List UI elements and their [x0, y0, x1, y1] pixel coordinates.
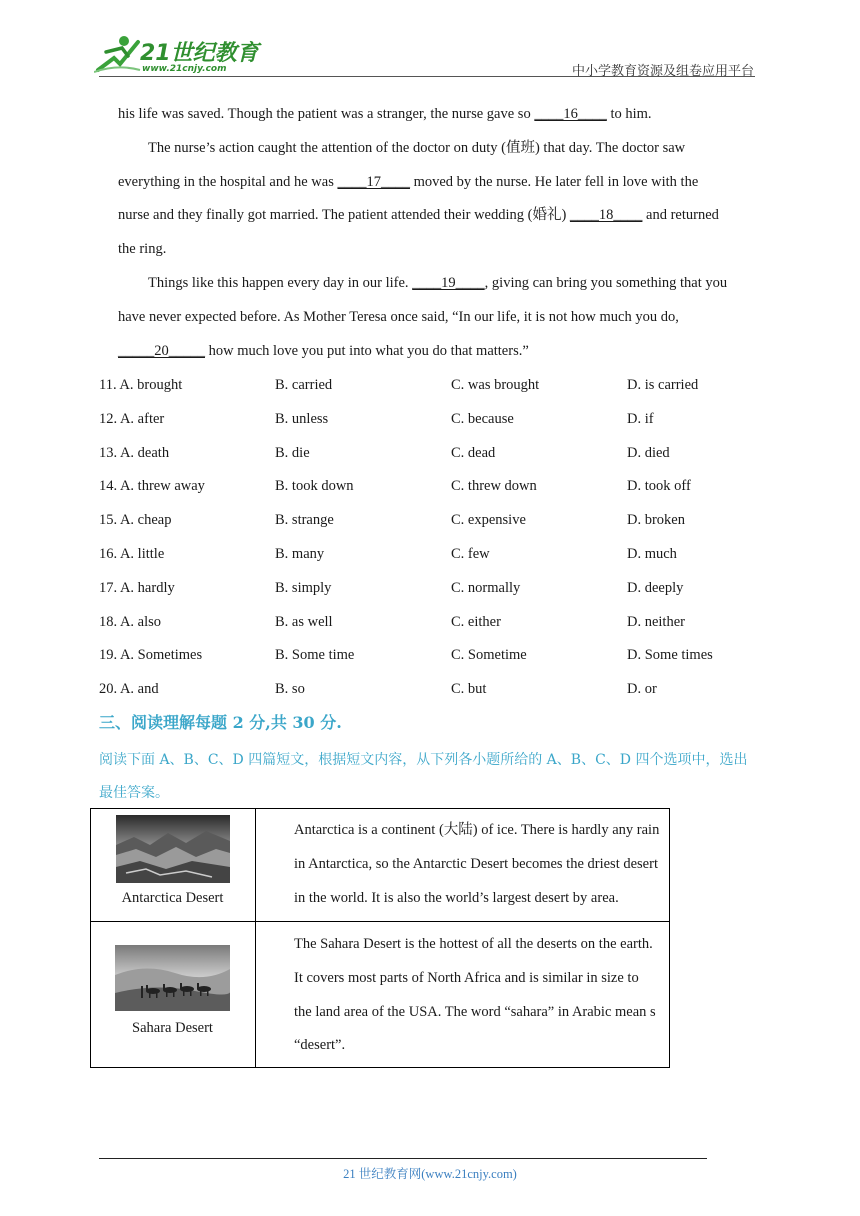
question-number: 16. [99, 545, 118, 562]
option-a [99, 572, 175, 606]
option-c: C. threw down [451, 478, 537, 495]
passage-line: The nurse’s action caught the attention of the doctor on duty (值班) that day. The doctor saw [148, 139, 686, 156]
section-description: 阅读下面 A、B、C、D 四篇短文，根据短文内容，从下列各小题所给的 A、B、C、D 四个选项中，选出最佳答案。 [99, 752, 748, 801]
option-a-text: A. brought [119, 377, 183, 393]
option-d: D. if [627, 410, 654, 427]
text-segment: moved by the nurse. He later fell in love with the [409, 173, 699, 190]
option-d: D. broken [627, 512, 685, 529]
table-border-right [669, 808, 670, 1068]
question-row [99, 572, 759, 606]
question-row [99, 369, 759, 403]
antarctica-photo [116, 815, 230, 883]
option-a [99, 437, 169, 471]
option-c: C. either [451, 613, 501, 630]
cloze-passage [118, 98, 758, 368]
question-number: 14. [99, 478, 118, 495]
text-segment: how much love you put into what you do that matters.” [205, 342, 529, 359]
blank-16: ____16____ [534, 106, 607, 122]
option-b: B. die [275, 444, 310, 461]
antarctica-image-icon [116, 815, 230, 883]
platform-label: 中小学教育资源及组卷应用平台 [571, 64, 754, 79]
passage-line: the ring. [118, 241, 167, 258]
option-d: D. neither [627, 613, 685, 630]
text-segment: to him. [606, 106, 652, 122]
sahara-paragraph: The Sahara Desert is the hottest of all the deserts on the earth. It covers most parts of North Africa and is similar in size to the land area of the USA. The word “sahara” in Arabic mean s “desert”. [294, 936, 656, 1054]
question-row [99, 470, 759, 504]
question-number: 17. [99, 579, 118, 596]
site-logo [94, 34, 264, 78]
question-number: 11. [99, 377, 117, 393]
option-b: B. strange [275, 512, 334, 529]
option-c: C. because [451, 410, 514, 427]
blank-19: ____19____ [412, 274, 485, 291]
question-row [99, 639, 759, 673]
antarctica-paragraph: Antarctica is a continent (大陆) of ice. There is hardly any rain in Antarctica, so the Antarctic Desert becomes the driest desert in the world. It is also the world’s largest desert by area. [294, 822, 660, 906]
table-column-divider [255, 808, 256, 1068]
option-a-text: A. Sometimes [119, 647, 203, 664]
option-b: B. unless [275, 410, 329, 427]
sahara-caption: Sahara Desert [132, 1020, 213, 1036]
option-d: D. deeply [627, 579, 684, 596]
passage-line [118, 199, 758, 233]
question-row [99, 538, 759, 572]
page-header [0, 0, 860, 80]
runner-logo-icon [94, 34, 142, 74]
option-d: D. died [627, 444, 670, 461]
option-a [99, 504, 171, 538]
text-segment: his life was saved. Though the patient was a stranger, the nurse gave so [118, 106, 535, 122]
option-a [99, 538, 164, 572]
option-c: C. normally [451, 579, 521, 596]
question-row [99, 504, 759, 538]
sahara-text [264, 928, 660, 1063]
option-a-text: A. after [119, 410, 165, 427]
option-d: D. is carried [627, 377, 699, 393]
option-c: C. few [451, 545, 490, 562]
option-a-text: A. and [119, 681, 159, 698]
question-row [99, 437, 759, 471]
antarctica-text [264, 814, 660, 915]
text-segment: everything in the hospital and he was [118, 173, 338, 190]
option-a [99, 470, 205, 504]
table-row-divider [90, 921, 670, 922]
blank-20: _____20_____ [118, 342, 205, 359]
footer-text: 21 世纪教育网(www.21cnjy.com) [343, 1167, 517, 1181]
table-border-top [90, 808, 670, 809]
logo-text: 21世纪教育 [140, 41, 259, 66]
header-divider [99, 76, 755, 77]
sahara-image-icon [115, 945, 230, 1011]
question-row [99, 673, 759, 707]
option-a [99, 403, 164, 437]
option-b: B. as well [275, 613, 333, 630]
passage-line [118, 98, 758, 132]
sahara-photo [115, 945, 230, 1011]
question-row [99, 606, 759, 640]
option-a-text: A. little [119, 545, 165, 562]
option-a-text: A. threw away [119, 478, 205, 495]
option-c: C. Sometime [451, 647, 527, 664]
option-b: B. Some time [275, 647, 355, 664]
passage-line [118, 335, 758, 369]
blank-17: ____17____ [337, 173, 410, 190]
question-number: 13. [99, 444, 118, 461]
section-title: 三、阅读理解每题 2 分,共 30 分. [99, 713, 342, 732]
question-number: 19. [99, 647, 118, 664]
option-d: D. took off [627, 478, 691, 495]
option-b: B. simply [275, 579, 332, 596]
question-number: 18. [99, 613, 118, 630]
question-number: 12. [99, 410, 118, 427]
option-a [99, 606, 161, 640]
logo-url: www.21cnjy.com [142, 64, 227, 74]
text-segment: , giving can bring you something that you [484, 274, 728, 291]
passage-line [118, 267, 758, 301]
option-a-text: A. cheap [119, 512, 172, 529]
question-row [99, 403, 759, 437]
text-segment: and returned [642, 207, 719, 224]
option-d: D. Some times [627, 647, 713, 664]
option-a-text: A. death [119, 444, 170, 461]
option-a-text: A. also [119, 613, 162, 630]
option-b: B. many [275, 545, 325, 562]
desert-table [90, 808, 670, 1068]
option-d: D. or [627, 681, 657, 698]
option-b: B. carried [275, 377, 333, 393]
passage-line: have never expected before. As Mother Teresa once said, “In our life, it is not how much you do, [118, 308, 679, 325]
option-c: C. but [451, 681, 487, 698]
option-b: B. took down [275, 478, 354, 495]
option-d: D. much [627, 545, 677, 562]
table-border-bottom [90, 1067, 670, 1068]
option-a-text: A. hardly [119, 579, 175, 596]
option-a [99, 639, 202, 673]
footer-divider [99, 1158, 707, 1159]
question-number: 20. [99, 681, 118, 698]
blank-18: ____18____ [569, 207, 643, 224]
option-c: C. expensive [451, 512, 526, 529]
question-number: 15. [99, 512, 118, 529]
question-options [99, 369, 759, 707]
text-segment: Things like this happen every day in our life. [148, 274, 413, 291]
option-b: B. so [275, 681, 305, 698]
option-a [99, 369, 182, 403]
option-c: C. was brought [451, 377, 540, 393]
text-segment: nurse and they finally got married. The patient attended their wedding (婚礼) [118, 207, 570, 224]
option-c: C. dead [451, 444, 496, 461]
passage-line [118, 166, 758, 200]
option-a [99, 673, 159, 707]
antarctica-caption: Antarctica Desert [121, 890, 224, 906]
